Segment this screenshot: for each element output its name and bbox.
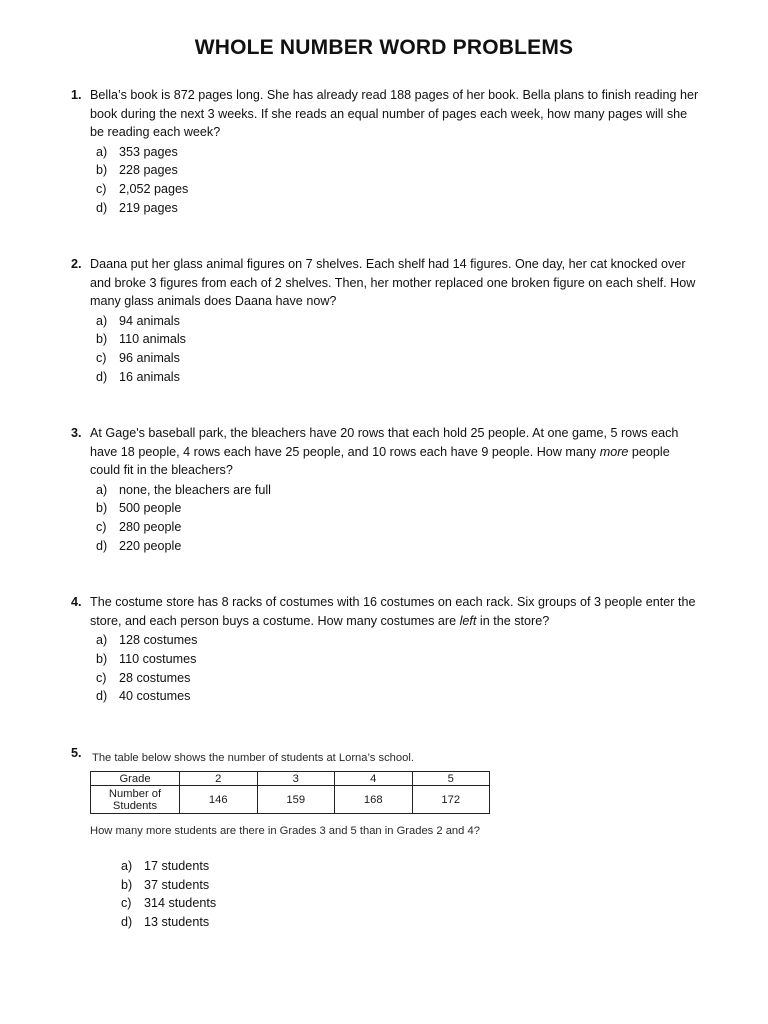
choice-text: 2,052 pages xyxy=(119,182,189,197)
choice-text: 110 animals xyxy=(119,332,186,347)
answer-choice xyxy=(96,687,701,706)
answer-choice xyxy=(121,876,216,895)
choice-text: 280 people xyxy=(119,520,182,535)
choice-letter: d) xyxy=(96,200,108,215)
choice-letter: d) xyxy=(96,538,108,553)
choice-letter: d) xyxy=(96,369,108,384)
question-number: 3. xyxy=(71,426,82,440)
answer-choices xyxy=(71,143,701,218)
row-header-grade: Grade xyxy=(91,772,180,786)
choice-text: 219 pages xyxy=(119,200,178,215)
answer-choice xyxy=(96,199,701,218)
choice-text: 500 people xyxy=(119,501,182,516)
answer-choice xyxy=(96,481,701,500)
answer-choice xyxy=(96,518,701,537)
choice-text: 17 students xyxy=(144,859,210,873)
grade-cell: 5 xyxy=(412,772,490,786)
choice-text: none, the bleachers are full xyxy=(119,482,271,497)
answer-choice xyxy=(121,913,216,932)
answer-choice xyxy=(121,894,216,913)
answer-choice xyxy=(96,537,701,556)
choice-text: 37 students xyxy=(144,877,210,892)
question-text: At Gage's baseball park, the bleachers have 20 rows that each hold 25 people. At one game, 5 rows each have 18 people, 4 rows each have 25 people, and 10 rows each have 9 people. How many more people could fit in the bleachers? xyxy=(90,426,679,478)
choice-letter: d) xyxy=(96,689,108,704)
question-number: 5. xyxy=(71,746,82,760)
choice-letter: a) xyxy=(96,144,108,159)
answer-choice xyxy=(121,857,216,876)
choice-text: 228 pages xyxy=(119,163,178,178)
choice-letter: b) xyxy=(96,163,108,178)
choice-letter: c) xyxy=(96,351,107,366)
choice-letter: b) xyxy=(121,877,133,892)
answer-choice xyxy=(96,143,701,162)
students-cell: 146 xyxy=(180,786,258,814)
answer-choice xyxy=(96,669,701,688)
choice-text: 13 students xyxy=(144,915,210,930)
choice-text: 16 animals xyxy=(119,369,180,384)
grade-cell: 4 xyxy=(335,772,413,786)
question-2 xyxy=(71,255,701,387)
students-cell: 159 xyxy=(257,786,335,814)
answer-choice xyxy=(96,368,701,387)
answer-choice xyxy=(96,349,701,368)
table-question: How many more students are there in Grades 3 and 5 than in Grades 2 and 4? xyxy=(90,825,480,837)
answer-choice xyxy=(96,499,701,518)
answer-choices xyxy=(71,312,701,387)
answer-choice xyxy=(96,180,701,199)
choice-text: 353 pages xyxy=(119,144,178,159)
choice-text: 128 costumes xyxy=(119,633,198,648)
choice-letter: b) xyxy=(96,651,108,666)
answer-choice xyxy=(96,161,701,180)
choice-letter: a) xyxy=(121,859,133,873)
grade-cell: 2 xyxy=(180,772,258,786)
choice-text: 110 costumes xyxy=(119,651,197,666)
choice-text: 314 students xyxy=(144,896,217,911)
question-text: The costume store has 8 racks of costumes with 16 costumes on each rack. Six groups of 3 people enter the store, and each person buys a costume. How many costumes are left in the store? xyxy=(90,595,696,628)
choice-text: 94 animals xyxy=(119,313,180,328)
question-number: 2. xyxy=(71,257,82,271)
choice-letter: c) xyxy=(121,896,132,911)
row-header-students: Number of Students xyxy=(91,786,180,814)
answer-choices xyxy=(71,481,701,556)
students-table xyxy=(90,771,490,814)
choice-letter: c) xyxy=(96,182,107,197)
choice-letter: b) xyxy=(96,501,108,516)
table-row xyxy=(91,772,490,786)
choice-text: 220 people xyxy=(119,538,182,553)
table-row xyxy=(91,786,490,814)
grade-cell: 3 xyxy=(257,772,335,786)
scanned-problem xyxy=(90,752,510,837)
choice-letter: a) xyxy=(96,633,108,648)
choice-letter: c) xyxy=(96,670,107,685)
emphasis-word: left xyxy=(459,613,477,628)
choice-letter: a) xyxy=(96,313,108,328)
page-title: WHOLE NUMBER WORD PROBLEMS xyxy=(194,36,574,59)
question-text: Daana put her glass animal figures on 7 shelves. Each shelf had 14 figures. One day, her cat knocked over and broke 3 figures from each of 2 shelves. Then, her mother replaced one broken figure on each shelf. How many glass animals does Daana have now? xyxy=(90,257,696,309)
choice-letter: d) xyxy=(121,915,133,930)
choice-text: 40 costumes xyxy=(119,689,191,704)
answer-choices xyxy=(71,631,701,706)
question-3 xyxy=(71,424,701,556)
answer-choices xyxy=(96,857,216,932)
students-cell: 172 xyxy=(412,786,490,814)
choice-text: 28 costumes xyxy=(119,670,191,685)
answer-choice xyxy=(96,330,701,349)
choice-letter: b) xyxy=(96,332,108,347)
question-4 xyxy=(71,593,701,706)
emphasis-word: more xyxy=(599,444,629,459)
choice-letter: c) xyxy=(96,520,107,535)
answer-choice xyxy=(96,650,701,669)
question-1 xyxy=(71,86,701,218)
question-number: 4. xyxy=(71,595,82,609)
choice-text: 96 animals xyxy=(119,351,180,366)
table-intro: The table below shows the number of students at Lorna’s school. xyxy=(92,752,414,764)
students-cell: 168 xyxy=(335,786,413,814)
answer-choice xyxy=(96,312,701,331)
question-number: 1. xyxy=(71,88,82,102)
answer-choice xyxy=(96,631,701,650)
question-text: Bella’s book is 872 pages long. She has already read 188 pages of her book. Bella plans to finish reading her book during the next 3 weeks. If she reads an equal number of pages each week, how many pages will she be reading each week? xyxy=(90,88,699,140)
choice-letter: a) xyxy=(96,482,108,497)
